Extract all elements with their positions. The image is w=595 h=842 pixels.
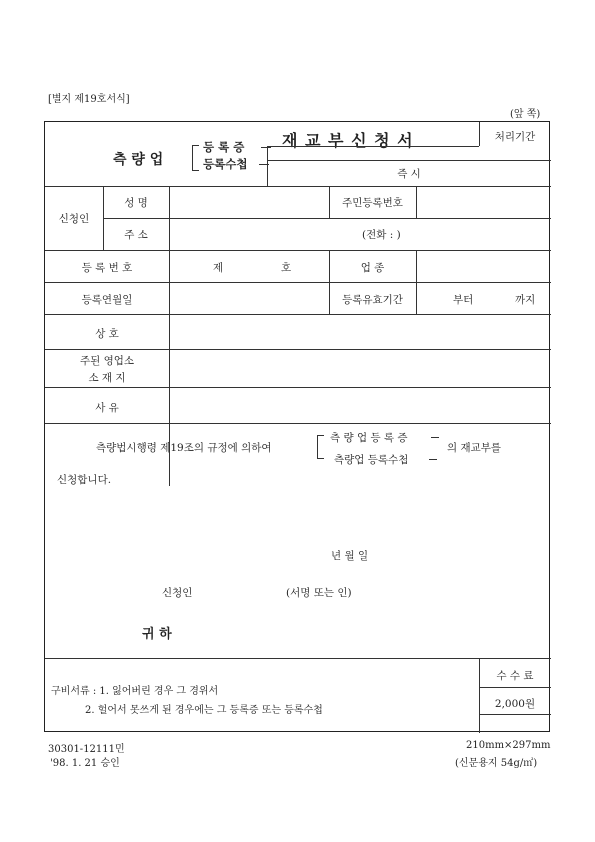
row-line-6 (45, 349, 551, 350)
office-location-label: 소 재 지 (88, 372, 126, 384)
form-title: 재 교 부 신 청 서 (282, 131, 414, 150)
id-value-divider (416, 186, 417, 218)
validity-from: 부터 (453, 294, 474, 306)
fee-divider (479, 687, 551, 688)
registration-number-suffix: 호 (281, 262, 292, 274)
statement-text-after: 의 재교부를 (447, 442, 502, 454)
business-type-label: 업 종 (360, 262, 385, 274)
reason-label: 사 유 (95, 402, 119, 414)
registration-number-label: 등 록 번 호 (81, 262, 133, 274)
applicant-group-label: 신청인 (58, 213, 90, 225)
required-document-item-2: 2. 헐어서 못쓰게 된 경우에는 그 등록증 또는 등록수첩 (85, 705, 323, 716)
registration-number-prefix: 제 (213, 262, 224, 274)
row-line-9 (45, 658, 551, 659)
fee-amount: 2,000원 (494, 698, 536, 710)
statement-option-cert: 측 량 업 등 록 증 (330, 432, 408, 444)
application-date-line: 년 월 일 (331, 550, 369, 562)
row-line-4 (45, 282, 551, 283)
paper-size: 210mm×297mm (466, 740, 551, 751)
statement-option-2-dash (429, 459, 437, 460)
address-label: 주 소 (124, 229, 148, 241)
statement-brace (317, 435, 324, 459)
validity-period-label: 등록유효기간 (342, 294, 403, 306)
side-label: (앞 쪽) (510, 109, 541, 120)
trade-name-label: 상 호 (95, 328, 119, 340)
fee-label: 수 수 료 (496, 670, 534, 682)
statement-option-1-dash (431, 437, 439, 438)
title-underline (267, 146, 479, 147)
id-number-label: 주민등록번호 (342, 197, 403, 209)
row-line-1 (45, 186, 551, 187)
row-line-7 (45, 387, 551, 388)
approval-date: '98. 1. 21 승인 (50, 758, 120, 769)
required-documents-label: 구비서류 : 1. 잃어버린 경우 그 경위서 (51, 686, 219, 697)
paper-spec: (신문용지 54g/㎡) (455, 758, 538, 769)
signature-label: (서명 또는 인) (286, 587, 352, 599)
row-line-2 (103, 218, 551, 219)
header-option-registration-book: 등록수첩 (203, 157, 248, 171)
statement-option-book: 측량업 등록수첩 (334, 454, 409, 466)
header-option-1-dash (261, 147, 271, 148)
form-number: 30301-12111민 (48, 744, 125, 755)
header-prefix: 측 량 업 (113, 152, 164, 168)
statement-text-before: 측량법시행령 제19조의 규정에 의하여 (96, 442, 272, 454)
application-form (44, 121, 550, 732)
form-code: [별지 제19호서식] (48, 94, 130, 105)
row-line-8 (45, 423, 551, 424)
processing-value: 즉 시 (397, 168, 421, 180)
registration-date-label: 등록연월일 (81, 294, 133, 306)
validity-to: 까지 (515, 294, 536, 306)
signer-label: 신청인 (162, 587, 193, 599)
fee-bottom-line (479, 714, 551, 715)
main-office-label: 주된 영업소 (79, 355, 135, 367)
processing-label: 처리기간 (494, 131, 536, 143)
header-mid-line (267, 160, 551, 161)
statement-text-line2: 신청합니다. (57, 474, 112, 486)
addressee-label: 귀 하 (142, 627, 172, 642)
header-brace (192, 145, 199, 171)
phone-label: (전화 : ) (362, 229, 401, 241)
row-line-3 (45, 250, 551, 251)
row-line-5 (45, 314, 551, 315)
header-option-registration-cert: 등 록 증 (203, 140, 245, 154)
name-label: 성 명 (124, 197, 148, 209)
